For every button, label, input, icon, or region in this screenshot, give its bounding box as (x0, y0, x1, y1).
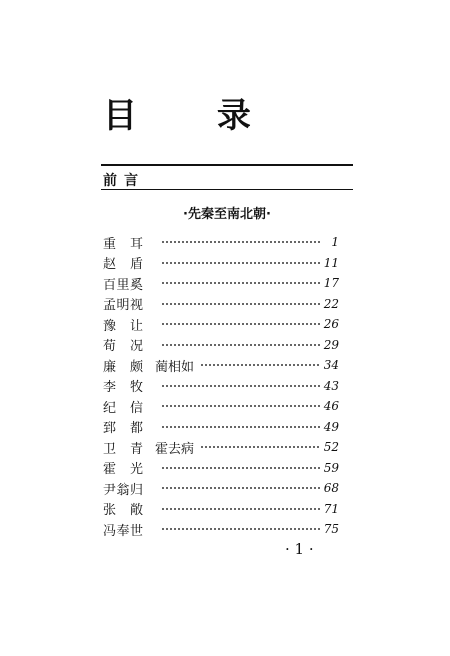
entry-page: 11 (323, 255, 339, 270)
entry-name: 纪信 (103, 400, 143, 416)
top-rule (101, 164, 353, 166)
entry-page: 75 (323, 522, 339, 537)
leader-dots (161, 467, 320, 469)
toc-entry (103, 376, 339, 397)
toc-entry (103, 294, 339, 315)
toc-entry (103, 478, 339, 499)
entry-page: 29 (323, 337, 339, 352)
entry-page: 71 (323, 501, 339, 516)
entry-name: 赵盾 (103, 257, 143, 273)
leader-dots (161, 487, 320, 489)
entry-page: 34 (323, 358, 339, 373)
toc-entry (103, 335, 339, 356)
entry-page: 43 (323, 378, 339, 393)
entry-name: 廉颇 (103, 359, 143, 375)
entry-extra: 蔺相如 (155, 359, 195, 375)
entry-name: 卫青 (103, 441, 143, 457)
entry-page: 46 (323, 399, 339, 414)
toc-entry (103, 437, 339, 458)
entry-page: 49 (323, 419, 339, 434)
leader-dots (161, 405, 320, 407)
entry-page: 52 (323, 440, 339, 455)
leader-dots (161, 344, 320, 346)
toc-entry (103, 417, 339, 438)
toc-entry (103, 273, 339, 294)
page-number: · 1 · (285, 540, 314, 558)
leader-dots (161, 323, 320, 325)
leader-dots (200, 446, 320, 448)
entry-name: 张敞 (103, 503, 143, 519)
section-heading: ·先秦至南北朝· (183, 207, 271, 222)
entry-name: 豫让 (103, 318, 143, 334)
toc-entry (103, 499, 339, 520)
entry-name: 荀况 (103, 339, 143, 355)
entry-name: 孟明视 (103, 298, 143, 314)
entry-name: 冯奉世 (103, 523, 143, 539)
toc-title: 目 录 (103, 96, 285, 136)
entry-name: 李牧 (103, 380, 143, 396)
toc-entry (103, 458, 339, 479)
entry-name: 郅都 (103, 421, 143, 437)
leader-dots (161, 282, 320, 284)
toc-entry (103, 253, 339, 274)
leader-dots (161, 508, 320, 510)
leader-dots (161, 426, 320, 428)
entry-page: 17 (323, 276, 339, 291)
toc-entry (103, 519, 339, 540)
toc-entry (103, 355, 339, 376)
preface-rule (101, 189, 353, 190)
entry-page: 68 (323, 481, 339, 496)
preface-entry: 前言 (103, 173, 145, 189)
entry-name: 重耳 (103, 236, 143, 252)
toc-entry (103, 232, 339, 253)
toc-entry (103, 314, 339, 335)
leader-dots (161, 528, 320, 530)
entry-page: 1 (331, 235, 339, 250)
entry-page: 59 (323, 460, 339, 475)
entry-name: 百里奚 (103, 277, 143, 293)
entry-page: 26 (323, 317, 339, 332)
leader-dots (200, 364, 320, 366)
entry-extra: 霍去病 (155, 441, 195, 457)
entry-name: 霍光 (103, 462, 143, 478)
leader-dots (161, 241, 321, 243)
toc-entries (103, 232, 339, 540)
entry-page: 22 (323, 296, 339, 311)
entry-name: 尹翁归 (103, 482, 143, 498)
leader-dots (161, 385, 320, 387)
leader-dots (161, 303, 320, 305)
toc-entry (103, 396, 339, 417)
leader-dots (161, 262, 320, 264)
